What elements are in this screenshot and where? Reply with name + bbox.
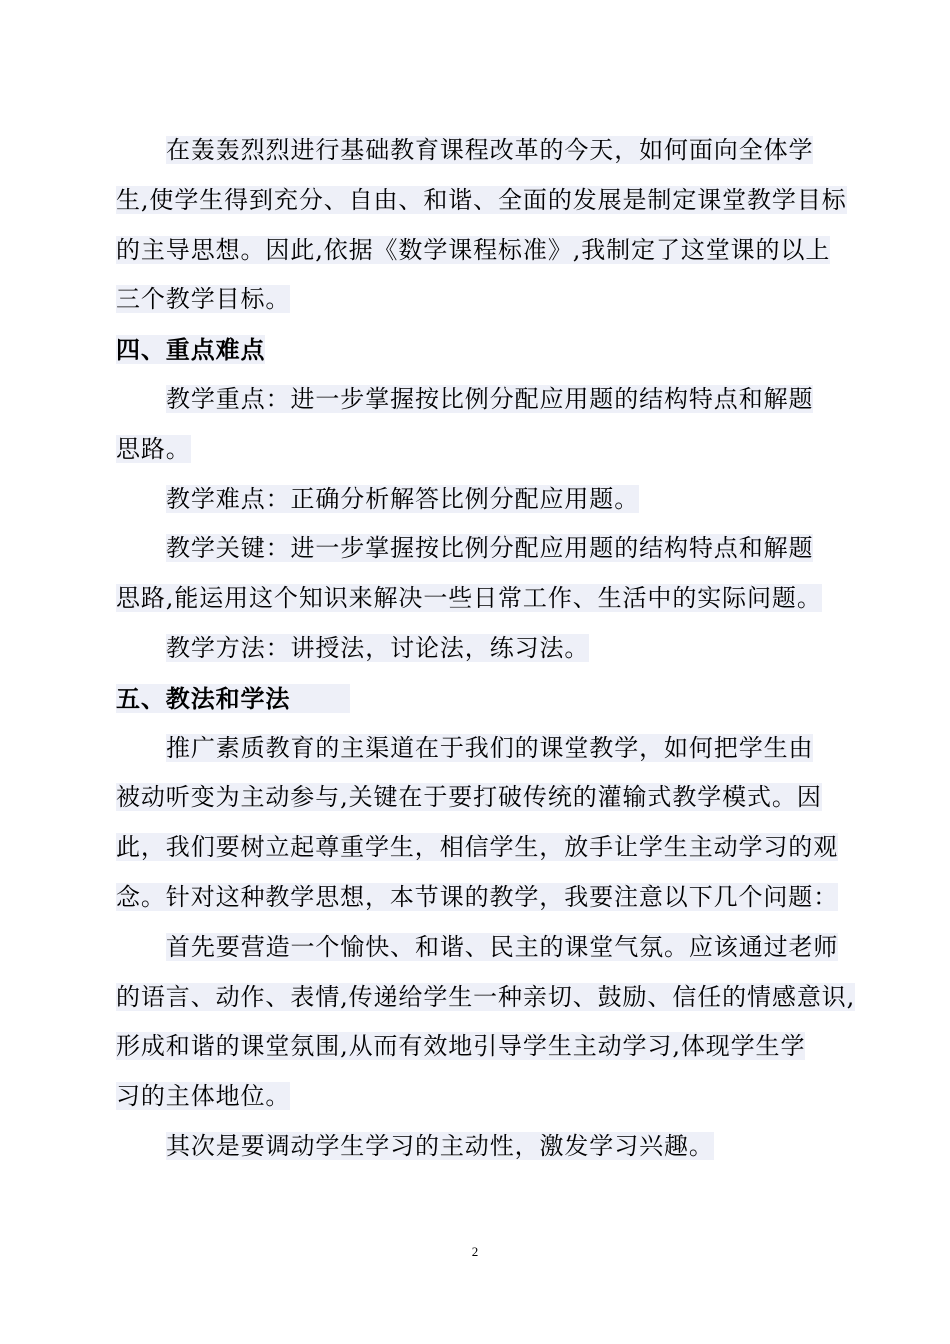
paragraph-line: 的主导思想。因此,依据《数学课程标准》,我制定了这堂课的以上 — [116, 235, 831, 264]
paragraph-line: 的语言、动作、表情,传递给学生一种亲切、鼓励、信任的情感意识, — [116, 982, 856, 1011]
section-heading: 五、教法和学法 — [116, 674, 856, 724]
document-body — [116, 126, 856, 1172]
paragraph-line: 首先要营造一个愉快、和谐、民主的课堂气氛。应该通过老师 — [166, 932, 839, 961]
paragraph-line: 生,使学生得到充分、自由、和谐、全面的发展是制定课堂教学目标 — [116, 185, 847, 214]
paragraph-line: 形成和谐的课堂氛围,从而有效地引导学生主动学习,体现学生学 — [116, 1032, 806, 1061]
paragraph-line: 其次是要调动学生学习的主动性，激发学习兴趣。 — [166, 1131, 714, 1160]
paragraph-line: 在轰轰烈烈进行基础教育课程改革的今天，如何面向全体学 — [166, 136, 814, 164]
paragraph-line: 思路。 — [116, 434, 191, 463]
paragraph-line: 三个教学目标。 — [116, 285, 291, 314]
section-heading: 四、重点难点 — [116, 335, 266, 365]
paragraph-line: 教学关键：进一步掌握按比例分配应用题的结构特点和解题 — [166, 534, 814, 563]
paragraph-line: 教学重点：进一步掌握按比例分配应用题的结构特点和解题 — [166, 384, 814, 413]
paragraph-line: 习的主体地位。 — [116, 1082, 291, 1111]
paragraph-line: 被动听变为主动参与,关键在于要打破传统的灌输式教学模式。因 — [116, 783, 822, 812]
paragraph-line: 教学方法：讲授法，讨论法，练习法。 — [166, 633, 590, 662]
paragraph-line: 此，我们要树立起尊重学生，相信学生，放手让学生主动学习的观 — [116, 833, 839, 862]
paragraph-line: 思路,能运用这个知识来解决一些日常工作、生活中的实际问题。 — [116, 584, 822, 613]
paragraph-line: 念。针对这种教学思想，本节课的教学，我要注意以下几个问题： — [116, 882, 839, 911]
page-number: 2 — [471, 1244, 479, 1259]
paragraph-line: 推广素质教育的主渠道在于我们的课堂教学，如何把学生由 — [166, 733, 814, 762]
paragraph-line: 教学难点：正确分析解答比例分配应用题。 — [166, 484, 640, 513]
